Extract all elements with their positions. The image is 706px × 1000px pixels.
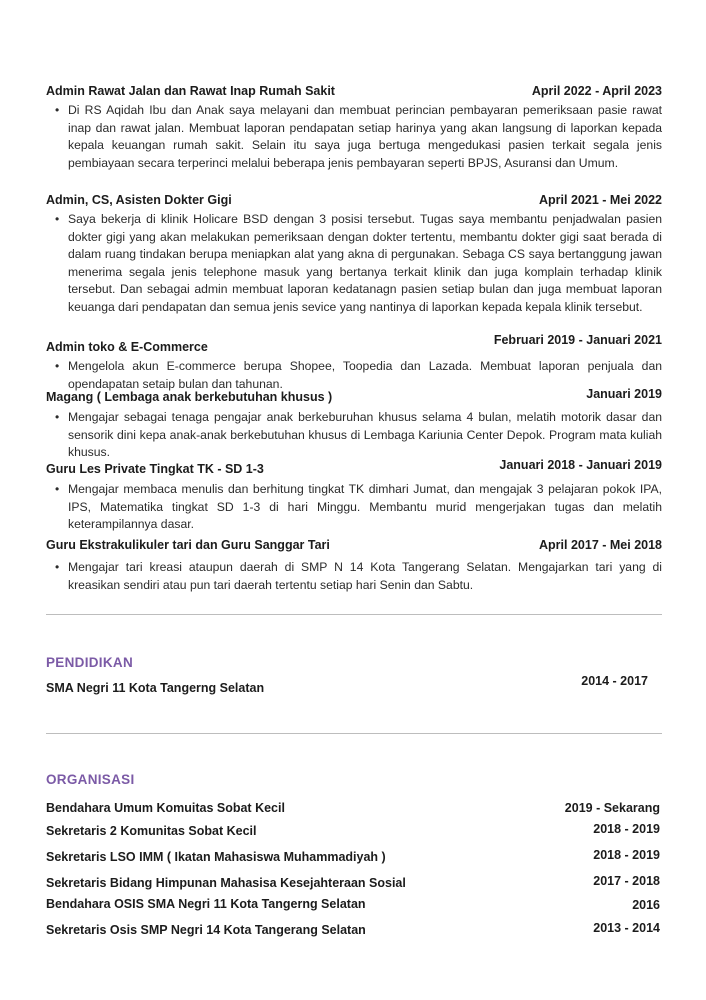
job-description: Mengajar membaca menulis dan berhitung tingkat TK dimhari Jumat, dan mengajak 3 pelajaran pokok IPA, IPS, Matematika tingkat SD 1-3 di hari Minggu. Membantu murid mengerjakan tugas dan melatih keterampilannya dasar. (68, 482, 662, 532)
organization-item-label: Sekretaris 2 Komunitas Sobat Kecil (46, 824, 257, 838)
bullet-icon: • (55, 560, 60, 574)
job-title: Admin, CS, Asisten Dokter Gigi (46, 193, 232, 207)
experience-entry (46, 538, 662, 594)
job-date: Januari 2018 - Januari 2019 (499, 458, 662, 472)
job-description: Mengajar sebagai tenaga pengajar anak berkeburuhan khusus selama 4 bulan, melatih motorik dasar dan sensorik dini kepa anak-anak berkebutuhan khusus di Lembaga Kariunia Center Depok. Program mata kuliah khusus. (68, 410, 662, 460)
section-divider (46, 733, 662, 734)
job-title: Admin Rawat Jalan dan Rawat Inap Rumah Sakit (46, 84, 335, 98)
job-description: Mengelola akun E-commerce berupa Shopee, Toopedia dan Lazada. Membuat laporan penjuala dan opendapatan setaip bulan dan tahunan. (68, 359, 662, 391)
job-date: Januari 2019 (586, 387, 662, 401)
organization-item-date: 2018 - 2019 (593, 848, 660, 862)
organization-item-date: 2019 - Sekarang (564, 801, 660, 815)
organization-item-date: 2013 - 2014 (593, 921, 660, 935)
organization-item-date: 2017 - 2018 (593, 874, 660, 888)
organization-item-label: Sekretaris LSO IMM ( Ikatan Mahasiswa Muhammadiyah ) (46, 850, 386, 864)
bullet-icon: • (55, 482, 60, 496)
experience-entry (46, 193, 662, 317)
bullet-icon: • (55, 212, 60, 226)
education-item-label: SMA Negri 11 Kota Tangerng Selatan (46, 681, 265, 695)
education-heading: PENDIDIKAN (46, 655, 134, 670)
job-date: April 2022 - April 2023 (531, 84, 662, 98)
education-item-date: 2014 - 2017 (581, 674, 648, 688)
bullet-icon: • (55, 410, 60, 424)
bullet-icon: • (55, 359, 60, 373)
experience-entry (46, 389, 662, 462)
organization-item-label: Bendahara Umum Komuitas Sobat Kecil (46, 801, 285, 815)
organization-item-label: Bendahara OSIS SMA Negri 11 Kota Tangerng Selatan (46, 897, 366, 911)
organization-item-label: Sekretaris Osis SMP Negri 14 Kota Tangerang Selatan (46, 923, 366, 937)
job-date: April 2017 - Mei 2018 (539, 538, 662, 552)
organization-item-date: 2016 (632, 898, 660, 912)
job-title: Guru Ekstrakulikuler tari dan Guru Sanggar Tari (46, 538, 330, 552)
job-title: Admin toko & E-Commerce (46, 340, 208, 354)
experience-entry (46, 333, 662, 393)
job-title: Guru Les Private Tingkat TK - SD 1-3 (46, 462, 264, 476)
organization-heading: ORGANISASI (46, 772, 135, 787)
job-description: Di RS Aqidah Ibu dan Anak saya melayani dan membuat perincian pembayaran pemeriksaan pasie rawat inap dan rawat jalan. Membuat laporan pendapatan setiap harinya yang akan langsung di laporkan kepada kepala keuangan rumah sakit. Selain itu saya juga bertuga mengedukasi pasien terkait segala jenis pembiayaan secara terperinci melalui beberapa jenis pembayaran seperti BPJS, Asuransi dan Umum. (68, 103, 662, 170)
section-divider (46, 614, 662, 615)
job-description: Saya bekerja di klinik Holicare BSD dengan 3 posisi tersebut. Tugas saya membantu penjadwalan pasien dokter gigi yang akan melakukan pemeriksaan dengan dokter tertentu, membantu dokter gigi saat berada di dalam ruang tindakan berupa meniapkan alat yang akna di pergunakan. Sebaga CS saya bertanggung jawan menerima segala jenis telephone masuk yang bertanya terkait klinik dan juga komplain terhadap klinik tersebut. Dan sebagai admin membuat laporan kedatanagn pasien setiap bulan dan juga membuat laporan keuanga dari pendapatan dan semua jenis sevice yang nantinya di laporkan kepada kepala klinik tersebut. (68, 212, 662, 314)
experience-entry (46, 460, 662, 534)
job-date: April 2021 - Mei 2022 (539, 193, 662, 207)
organization-item-label: Sekretaris Bidang Himpunan Mahasisa Kesejahteraan Sosial (46, 876, 406, 890)
job-date: Februari 2019 - Januari 2021 (493, 333, 662, 347)
job-title: Magang ( Lembaga anak berkebutuhan khusus ) (46, 390, 333, 404)
bullet-icon: • (55, 103, 60, 117)
organization-item-date: 2018 - 2019 (593, 822, 660, 836)
job-description: Mengajar tari kreasi ataupun daerah di SMP N 14 Kota Tangerang Selatan. Mengajarkan tari yang di kreasikan sendiri atau pun tari daerah tertentu setiap hari Senin dan Sabtu. (68, 560, 662, 592)
experience-entry (46, 84, 662, 172)
